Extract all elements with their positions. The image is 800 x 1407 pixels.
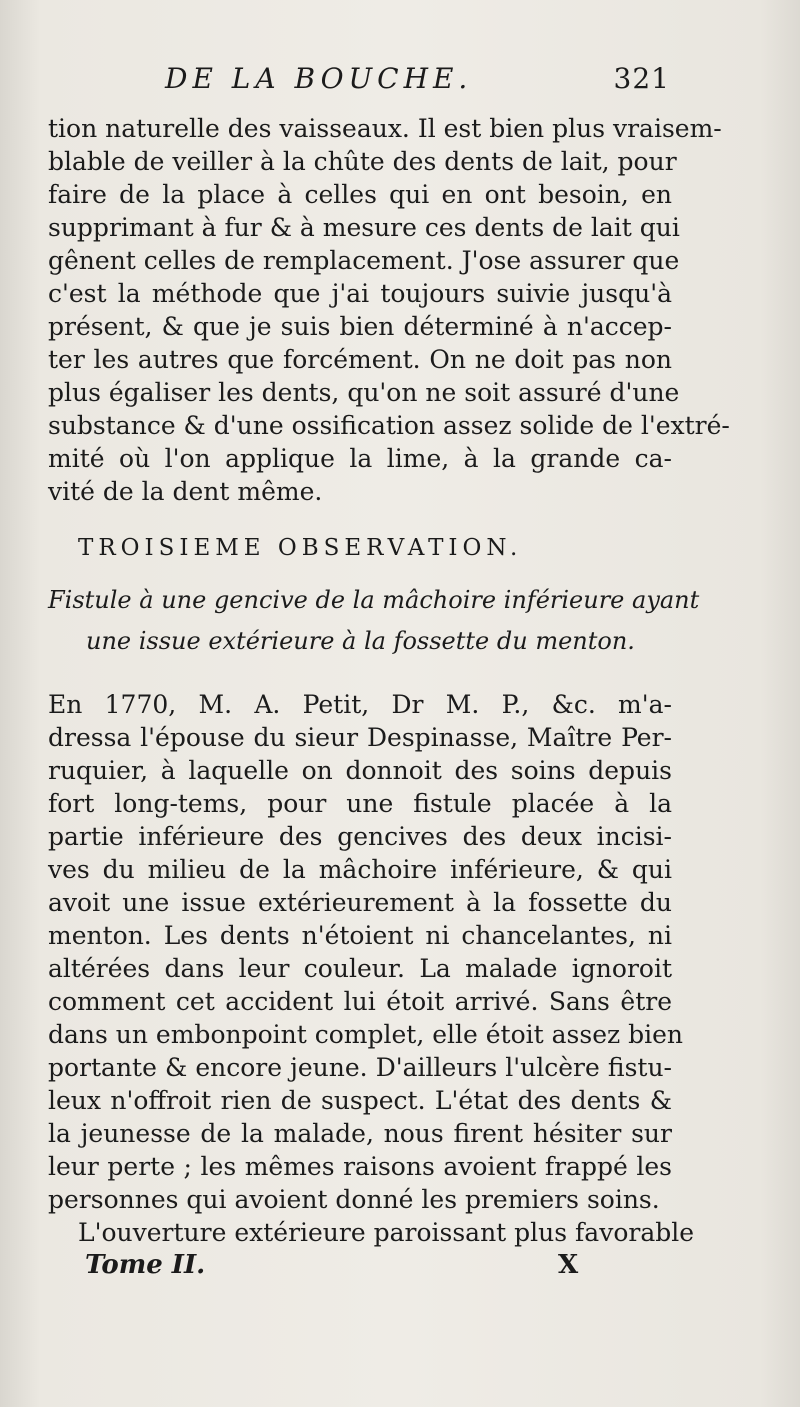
text-line: ves du milieu de la mâchoire inférieure, & qui xyxy=(48,855,672,884)
page-footer xyxy=(85,1250,585,1286)
text-line: leux n'offroit rien de suspect. L'état des dents & xyxy=(48,1086,672,1115)
text-line: supprimant à fur & à mesure ces dents de lait qui xyxy=(48,213,680,242)
text-line: dans un embonpoint complet, elle étoit assez bien xyxy=(48,1020,684,1049)
text-line: plus égaliser les dents, qu'on ne soit assuré d'une xyxy=(48,378,680,407)
text-line: comment cet accident lui étoit arrivé. Sans être xyxy=(48,987,672,1016)
text-line: leur perte ; les mêmes raisons avoient frappé les xyxy=(48,1152,672,1181)
text-line: partie inférieure des gencives des deux incisi- xyxy=(48,822,672,851)
text-line: dressa l'épouse du sieur Despinasse, Maître Per- xyxy=(48,723,672,752)
text-line: personnes qui avoient donné les premiers soins. xyxy=(48,1185,660,1214)
page-number: 321 xyxy=(613,62,670,95)
text-line: c'est la méthode que j'ai toujours suivie jusqu'à xyxy=(48,279,672,308)
subtitle-line: une issue extérieure à la fossette du menton. xyxy=(86,627,635,655)
text-line: ruquier, à laquelle on donnoit des soins depuis xyxy=(48,756,672,785)
text-line: menton. Les dents n'étoient ni chancelantes, ni xyxy=(48,921,672,950)
text-line: mité où l'on applique la lime, à la grande ca- xyxy=(48,444,672,473)
text-line: la jeunesse de la malade, nous firent hésiter sur xyxy=(48,1119,672,1148)
subtitle-line: Fistule à une gencive de la mâchoire inférieure ayant xyxy=(48,586,700,614)
text-line: altérées dans leur couleur. La malade ignoroit xyxy=(48,954,672,983)
text-line: tion naturelle des vaisseaux. Il est bien plus vraisem- xyxy=(48,114,722,143)
running-header xyxy=(165,62,670,98)
text-line: avoit une issue extérieurement à la fossette du xyxy=(48,888,672,917)
volume-label: Tome II. xyxy=(85,1250,206,1280)
text-line: vité de la dent même. xyxy=(48,477,323,506)
section-heading: TROISIEME OBSERVATION. xyxy=(78,535,523,561)
text-line: L'ouverture extérieure paroissant plus favorable xyxy=(78,1218,695,1247)
text-line: blable de veiller à la chûte des dents de lait, pour xyxy=(48,147,677,176)
text-line: En 1770, M. A. Petit, Dr M. P., &c. m'a- xyxy=(48,690,672,719)
text-line: substance & d'une ossification assez solide de l'extré- xyxy=(48,411,730,440)
text-line: ter les autres que forcément. On ne doit pas non xyxy=(48,345,672,374)
text-line: portante & encore jeune. D'ailleurs l'ulcère fistu- xyxy=(48,1053,672,1082)
text-line: faire de la place à celles qui en ont besoin, en xyxy=(48,180,672,209)
signature-mark: X xyxy=(558,1250,579,1280)
text-line: fort long-tems, pour une fistule placée à la xyxy=(48,789,672,818)
text-line: présent, & que je suis bien déterminé à n'accep- xyxy=(48,312,672,341)
text-line: gênent celles de remplacement. J'ose assurer que xyxy=(48,246,680,275)
running-title: DE LA BOUCHE. xyxy=(165,62,473,95)
